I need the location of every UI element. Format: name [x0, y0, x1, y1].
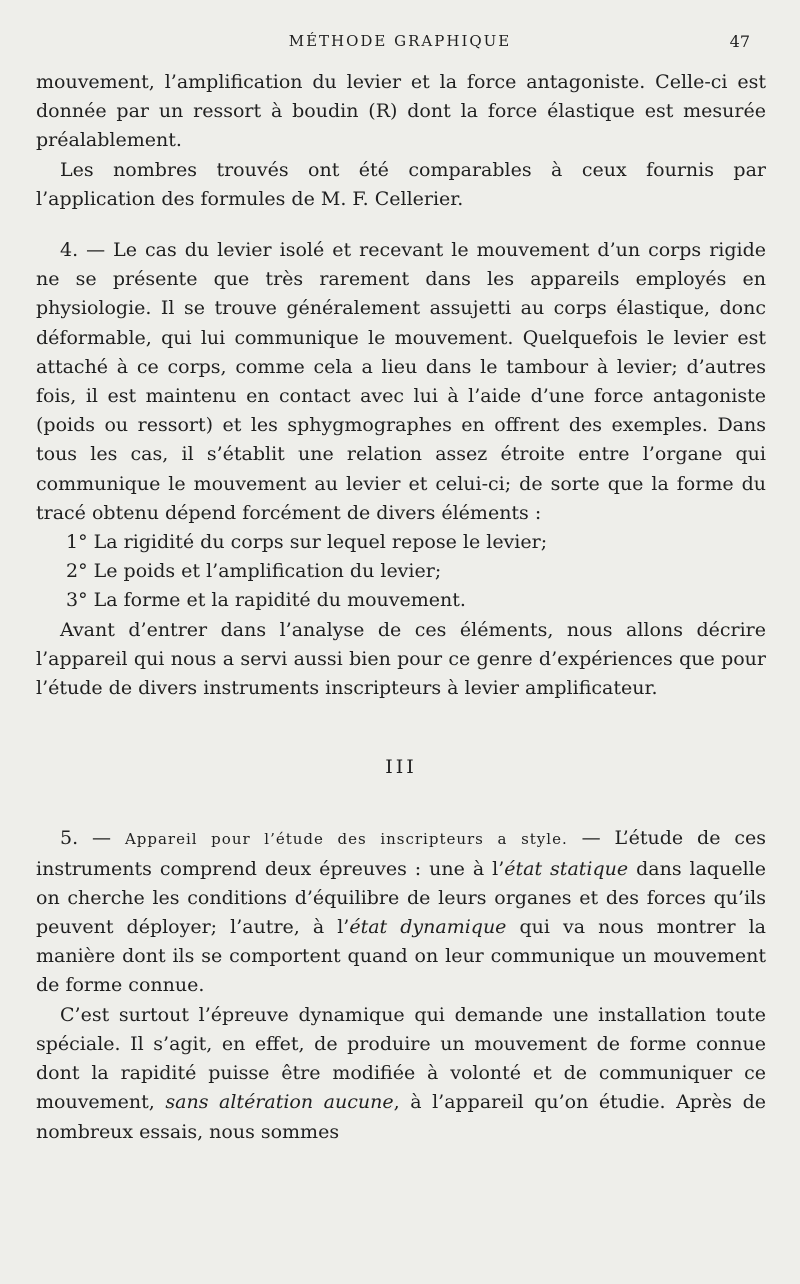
paragraph-text: dans laquelle on cherche les conditions d’équilibre de leurs organes et des forces qu’ils peuvent déployer; l’autre, à l’	[36, 857, 766, 939]
paragraph-text: — L’étude de ces instruments comprend deux épreuves : une à l’	[36, 827, 766, 880]
paragraph-3: 4. — Le cas du levier isolé et recevant le mouvement d’un corps rigide ne se présente que très rarement dans les appareils employés en physiologie. Il se trouve généralement assujetti au corps élastique, donc déformable, qui lui communique le mouvement. Quelquefois le levier est attaché à ce corps, comme cela a lieu dans le tambour à levier; d’autres fois, il est maintenu en contact avec lui à l’aide d’une force antagoniste (poids ou ressort) et les sphygmographes en offrent des exemples. Dans tous les cas, il s’établit une relation assez étroite entre l’organe qui communique le mouvement au levier et celui-ci; de sorte que la forme du tracé obtenu dépend forcément de divers éléments :	[36, 239, 766, 524]
section-numeral: III	[385, 756, 417, 779]
list-item-3: 3° La forme et la rapidité du mouvement.	[66, 589, 466, 612]
paragraph-text: qui va nous montrer la manière dont ils se comportent quand on leur communique un mouvement de forme connue.	[36, 916, 766, 997]
paragraph-number: 5. —	[60, 827, 112, 850]
italic-term: état dynamique	[349, 916, 507, 939]
italic-term: état statique	[504, 857, 629, 880]
paragraph-text: C’est surtout l’épreuve dynamique qui demande une installation toute spéciale. Il s’agit, en effet, de produire un mouvement de forme connue dont la rapidité puisse être modifiée à volonté et de communiquer ce mouvement,	[36, 1003, 766, 1114]
list-item-1: 1° La rigidité du corps sur lequel repose le levier;	[66, 531, 548, 554]
paragraph-text: , à l’appareil qu’on étudie. Après de nombreux essais, nous sommes	[36, 1091, 766, 1143]
list-item-2: 2° Le poids et l’amplification du levier;	[66, 560, 442, 583]
section-heading: Appareil pour l’étude des inscripteurs a style.	[124, 830, 568, 849]
paragraph-6	[36, 1001, 766, 1147]
page-body	[36, 68, 766, 1147]
running-title: MÉTHODE GRAPHIQUE	[288, 32, 512, 50]
paragraph-1: mouvement, l’amplification du levier et la force antagoniste. Celle-ci est donnée par un ressort à boudin (R) dont la force élastique est mesurée préalablement.	[36, 71, 766, 152]
paragraph-2: Les nombres trouvés ont été comparables à ceux fournis par l’application des formules de M. F. Cellerier.	[36, 158, 766, 210]
paragraph-4: Avant d’entrer dans l’analyse de ces éléments, nous allons décrire l’appareil qui nous a servi aussi bien pour ce genre d’expériences que pour l’étude de divers instruments inscripteurs à levier amplificateur.	[36, 618, 766, 700]
page-header	[0, 32, 800, 54]
paragraph-5	[36, 824, 766, 1000]
italic-term: sans altération aucune	[165, 1091, 394, 1114]
page-number: 47	[729, 32, 750, 51]
